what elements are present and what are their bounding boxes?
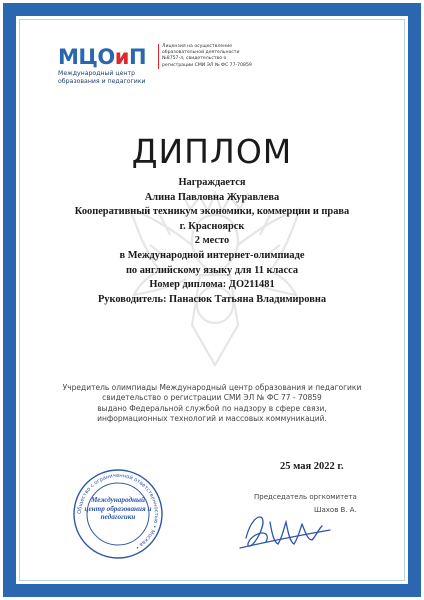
diploma-number: Номер диплома: ДО211481: [149, 279, 275, 291]
issue-date: 25 мая 2022 г.: [280, 461, 344, 472]
logo-mark-accent: и: [114, 45, 129, 69]
award-text: [40, 176, 384, 307]
subject: по английскому языку для 11 класса: [125, 264, 299, 276]
city: г. Красноярск: [179, 220, 245, 232]
event-name: в Международной интернет-олимпиаде: [119, 249, 305, 261]
diploma-title: ДИПЛОМ: [131, 132, 293, 171]
stamp-center-text: Международный центр образования и педагогики: [84, 496, 152, 522]
place: 2 место: [194, 235, 230, 247]
recipient-name: Алина Павловна Журавлева: [144, 191, 280, 203]
logo-subtitle: Международный центр образования и педагогики: [58, 70, 146, 85]
organizer-line-2: свидетельство о регистрации СМИ ЭЛ № ФС 77 - 70859: [102, 393, 322, 403]
organizer-line-1: Учредитель олимпиады Международный центр образования и педагогики: [62, 383, 362, 392]
chair-name: Шахов В. А.: [314, 506, 357, 514]
license-text: Лицензия на осуществление образовательной деятельности №8757-л, свидетельство о регистрации СМИ ЭЛ № ФС 77-70859: [158, 44, 252, 69]
logo-mark-end: П: [128, 45, 147, 69]
supervisor: Руководитель: Панасюк Татьяна Владимировна: [97, 293, 327, 305]
organizer-line-4: информационных технологий и массовых коммуникаций.: [97, 414, 327, 424]
chair-role: Председатель оргкомитета: [254, 493, 357, 501]
mcoip-logo: [58, 46, 158, 86]
institution-name: Кооперативный техникум экономики, коммерции и права: [74, 206, 350, 218]
stamp-ring-text: Общество с ограниченной ответственностью • Москва •: [76, 472, 160, 551]
organizer-line-3: выдано Федеральной службой по надзору в сфере связи,: [97, 403, 327, 413]
organizer-info: [50, 383, 374, 425]
logo-mark-main: МЦО: [58, 45, 115, 69]
award-heading: Награждается: [178, 177, 246, 188]
logo-wordmark: [58, 46, 146, 68]
